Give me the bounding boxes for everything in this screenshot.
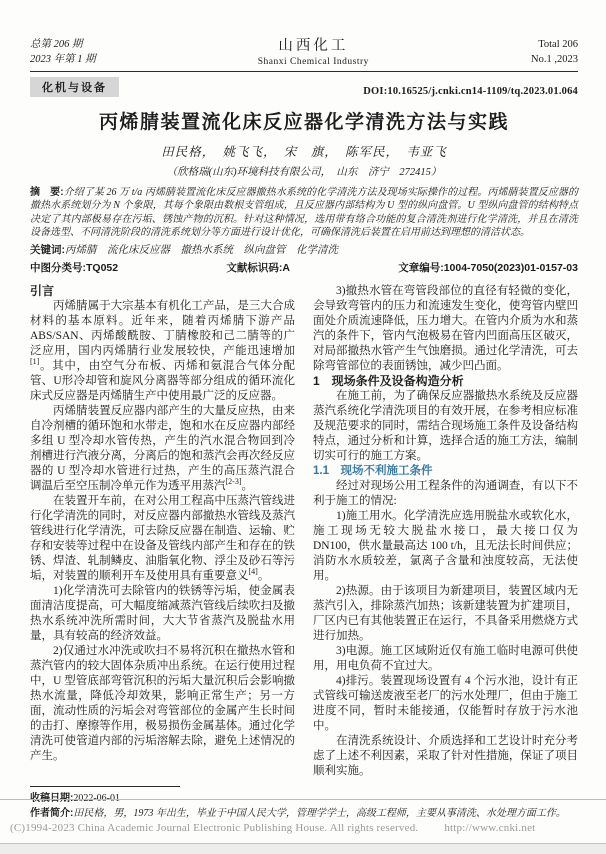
paragraph: 3)撤热水管在弯管段部位的直径有轻微的变化，会导致弯管内的压力和流速发生变化，使弯管内壁凹面处介质流速降低，压力增大。在管内介质为水和蒸汽的条件下，管内气泡极易在管内凹面高压区破灭，对局部撤热水管产生气蚀磨损。通过化学清洗，可去除弯管部位的表面锈蚀，减少凹凸面。 xyxy=(313,284,578,372)
received-date-label: 收稿日期: xyxy=(30,792,74,804)
paragraph: 2)仅通过水冲洗或吹扫不易将沉积在撤热水管和蒸汽管内的较大固体杂质冲出系统。在运行使用过程中，U 型管底部弯管沉积的污垢大量沉积后会影响撤热水流量，降低冷却效果，影响正常生产；另一方面，流动性质的污垢会对弯管部位的金属产生长时间的击打、摩擦等作用，极易损伤金属基体。通过化学清洗可使管道内部的污垢溶解去除，避免上述情况的产生。 xyxy=(30,644,295,762)
heading-introduction: 引言 xyxy=(30,283,55,298)
copyright-text: (C)1994-2023 China Academic Journal Electronic Publishing House. All rights reserved. xyxy=(10,822,419,834)
issue-total-en: Total 206 xyxy=(538,39,578,50)
paragraph: 1)化学清洗可去除管内的铁锈等污垢，使金属表面清洁度提高，可大幅度缩减蒸汽管线后续吹扫及撤热水系统冲洗所需时间，大大节省蒸汽及脱盐水用量，具有较高的经济效益。 xyxy=(30,584,295,642)
paragraph: 4)排污。装置现场设置有 4 个污水池，设计有正式管线可输送废液至老厂的污水处理厂，但由于施工进度不同，暂时未能接通，仅能暂时存放于污水池中。 xyxy=(313,674,578,732)
classification-row xyxy=(30,260,578,275)
masthead xyxy=(30,34,578,72)
author-bio-text: 田民格，男，1973 年出生，毕业于中国人民大学，管理学学士，高级工程师，主要从事清洗、水处理方面工作。 xyxy=(73,807,566,819)
journal-title-en: Shanxi Chemical Industry xyxy=(257,57,369,67)
heading-section-1: 1 现场条件及设备构造分析 xyxy=(313,373,464,388)
paragraph: 在装置开车前，在对公用工程高中压蒸汽管线进行化学清洗的同时，对反应器内部撤热水管线及蒸汽管线进行化学清洗，可去除反应器在制造、运输、贮存和安装等过程中在设备及管线内部产生和存在的铁锈、焊渣、轧制鳞皮、油脂氧化物、浮尘及砂石等污垢，对装置的顺利开车及使用具有重要意义[4]。 xyxy=(30,494,295,582)
abstract-label: 摘 要: xyxy=(30,187,64,198)
right-column xyxy=(313,284,578,779)
paragraph: 1)施工用水。化学清洗应选用脱盐水或软化水，施工现场无较大脱盐水接口，最大接口仅为 DN100，供水量最高达 100 t/h，且无法长时间供应；消防水水质较差，氯离子含量和浊度较高，无法使用。 xyxy=(313,509,578,582)
article-body xyxy=(30,284,578,779)
received-date-value: 2022-06-01 xyxy=(73,792,121,804)
paragraph: 经过对现场公用工程条件的沟通调查，有以下不利于施工的情况: xyxy=(313,479,578,507)
paragraph: 丙烯腈属于大宗基本有机化工产品，是三大合成材料的基本原料。近年来，随着丙烯腈下游产品ABS/SAN、丙烯酸酰胺、丁腈橡胶和己二腈等的广泛应用，国内丙烯腈行业发展较快，产能迅速增加[1]。其中，由空气分布板、丙烯和氨混合气体分配管、U形冷却管和旋风分离器等部分组成的循环流化床式反应器是丙烯腈生产中使用最广泛的反应器。 xyxy=(30,299,295,402)
masthead-issue-right xyxy=(531,37,578,67)
issue-number-cn: 2023 年第 1 期 xyxy=(30,54,96,65)
article-title: 丙烯腈装置流化床反应器化学清洗方法与实践 xyxy=(98,112,509,133)
journal-title-cn: 山西化工 xyxy=(278,38,349,54)
issue-number-en: No.1 ,2023 xyxy=(531,54,578,65)
paragraph: 2)热源。由于该项目为新建项目，装置区域内无蒸汽引入，排除蒸汽加热；该新建装置为扩建项目，厂区内已有其他装置正在运行，不具备采用燃烧方式进行加热。 xyxy=(313,584,578,642)
author-list: 田民格， 姚飞飞， 宋 旗， 陈军民， 韦亚飞 xyxy=(161,145,447,159)
document-code: 文献标识码:A xyxy=(226,261,290,274)
keywords-text: 丙烯腈 流化床反应器 撤热水系统 纵向盘管 化学清洗 xyxy=(65,244,338,256)
heading-section-1-1: 1.1 现场不利施工条件 xyxy=(313,464,433,477)
masthead-journal xyxy=(258,34,369,67)
section-badge: 化机与设备 xyxy=(30,77,119,97)
paragraph: 3)电源。施工区域附近仅有施工临时电源可供使用，用电负荷不宜过大。 xyxy=(313,644,578,672)
paragraph: 在清洗系统设计、介质选择和工艺设计时充分考虑了上述不利因素，采取了针对性措施，保证了项目顺利实施。 xyxy=(313,734,578,777)
clc-number: 中图分类号:TQ052 xyxy=(30,261,119,274)
article-number: 文章编号:1004-7050(2023)01-0157-03 xyxy=(398,261,578,274)
footnote-block xyxy=(30,786,578,821)
issue-total-cn: 总第 206 期 xyxy=(30,39,83,50)
doi-text: DOI:10.16525/j.cnki.cn14-1109/tq.2023.01.064 xyxy=(363,86,578,97)
author-bio-line xyxy=(30,806,578,821)
author-bio-label: 作者简介: xyxy=(30,807,74,819)
bottom-strip xyxy=(0,843,606,854)
left-column xyxy=(30,284,295,779)
abstract-text: 介绍了某 26 万 t/a 丙烯腈装置流化床反应器撤热水系统的化学清洗方法及现场实际操作的过程。丙烯腈装置反应器的撤热水系统划分为 N 个象限，其每个象限由数根支管组成，且反应器内部结构为 U 型的纵向盘管。U 型纵向盘管的结构特点决定了其内部极易存在污垢、锈蚀产物的沉积。针对这种情况，选用带有络合功能的复合清洗剂进行化学清洗，并且在清洗设备选型、不同清洗阶段的清洗系统划分等方面进行设计优化，可确保清洗后装置在启用前达到理想的清洁状态。 xyxy=(30,187,578,239)
badge-doi-row xyxy=(30,77,578,97)
keywords-label: 关键词: xyxy=(30,243,65,256)
affiliation: （欣格瑞(山东)环境科技有限公司， 山东 济宁 272415） xyxy=(166,167,442,178)
paragraph: 丙烯腈装置反应器内部产生的大量反应热，由来自冷剂槽的循环饱和水带走，饱和水在反应器内部经多组 U 型冷却水管传热，产生的汽水混合物回到冷剂槽进行汽液分离，分离后的饱和蒸汽会再次经反应器的 U 型冷却水管进行过热，产生的高压蒸汽混合调温后至空压制冷单元作为透平用蒸汽[2-3]。 xyxy=(30,404,295,492)
cnki-copyright xyxy=(10,822,596,834)
footnote-rule xyxy=(30,786,180,787)
masthead-issue-left xyxy=(30,37,96,67)
keywords-line xyxy=(30,242,578,257)
page-bottom-edge xyxy=(0,799,606,800)
cnki-url: http://www.cnki.net xyxy=(444,822,536,834)
paragraph: 在施工前，为了确保反应器撤热水系统及反应器蒸汽系统化学清洗项目的有效开展，在参考相应标准及规范要求的同时，需结合现场施工条件及设备结构特点，通过分析和计算，选择合适的施工方法，编制切实可行的施工方案。 xyxy=(313,389,578,462)
abstract xyxy=(30,186,578,240)
